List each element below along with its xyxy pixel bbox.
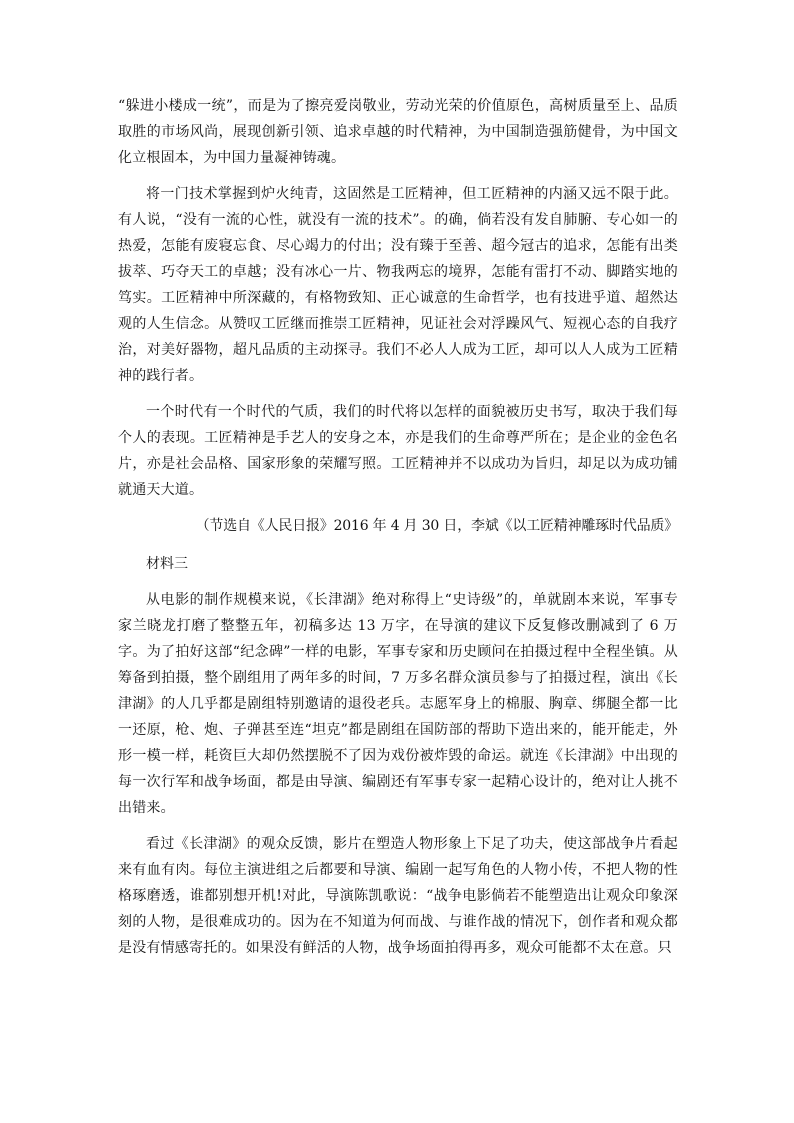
document-page xyxy=(118,93,678,961)
paragraph-craftsman-spirit: 将一门技术掌握到炉火纯青，这固然是工匠精神，但工匠精神的内涵又远不限于此。有人说，“没有一流的心性，就没有一流的技术”。的确，倘若没有发自肺腑、专心如一的热爱，怎能有废寝忘食、尽心竭力的付出；没有臻于至善、超今冠古的追求，怎能有出类拔萃、巧夺天工的卓越；没有冰心一片、物我两忘的境界，怎能有雷打不动、脚踏实地的笃实。工匠精神中所深藏的，有格物致知、正心诚意的生命哲学，也有技进乎道、超然达观的人生信念。从赞叹工匠继而推崇工匠精神，见证社会对浮躁风气、短视心态的自我疗治，对美好器物，超凡品质的主动探寻。我们不必人人成为工匠，却可以人人成为工匠精神的践行者。 xyxy=(118,186,678,384)
paragraph-audience-feedback: 看过《长津湖》的观众反馈，影片在塑造人物形象上下足了功夫，使这部战争片看起来有血有肉。每位主演进组之后都要和导演、编剧一起写角色的人物小传，不把人物的性格琢磨透，谁都别想开机!对此，导演陈凯歌说：“战争电影倘若不能塑造出让观众印象深刻的人物，是很难成功的。因为在不知道为何而战、与谁作战的情况下，创作者和观众都是没有情感寄托的。如果没有鲜活的人物，战争场面拍得再多，观众可能都不太在意。只 xyxy=(118,836,678,956)
paragraph-era-quality: 一个时代有一个时代的气质，我们的时代将以怎样的面貌被历史书写，取决于我们每个人的表现。工匠精神是手艺人的安身之本，亦是我们的生命尊严所在；是企业的金色名片，亦是社会品格、国家形象的荣耀写照。工匠精神并不以成功为旨归，却足以为成功铺就通天大道。 xyxy=(118,404,678,498)
paragraph-continuation: “躲进小楼成一统”，而是为了擦亮爱岗敬业，劳动光荣的价值原色，高树质量至上、品质取胜的市场风尚，展现创新引领、追求卓越的时代精神，为中国制造强筋健骨，为中国文化立根固本，为中国力量凝神铸魂。 xyxy=(118,98,678,166)
paragraph-production-scale: 从电影的制作规模来说，《长津湖》绝对称得上“史诗级”的，单就剧本来说，军事专家兰晓龙打磨了整整五年，初稿多达 13 万字，在导演的建议下反复修改删减到了 6 万字。为了拍好这部“纪念碑”一样的电影，军事专家和历史顾问在拍摄过程中全程坐镇。从筹备到拍摄，整个剧组用了两年多的时间，7 万多名群众演员参与了拍摄过程，演出《长津湖》的人几乎都是剧组特别邀请的退役老兵。志愿军身上的棉服、胸章、绑腿全都一比一还原，枪、炮、子弹甚至连“坦克”都是剧组在国防部的帮助下造出来的，能开能走，外形一模一样，耗资巨大却仍然摆脱不了因为戏份被炸毁的命运。就连《长津湖》中出现的每一次行军和战争场面，都是由导演、编剧还有军事专家一起精心设计的，绝对让人挑不出错来。 xyxy=(118,592,678,816)
section-heading: 材料三 xyxy=(146,556,188,572)
source-citation: （节选自《人民日报》2016 年 4 月 30 日，李斌《以工匠精神雕琢时代品质》 xyxy=(195,518,678,534)
